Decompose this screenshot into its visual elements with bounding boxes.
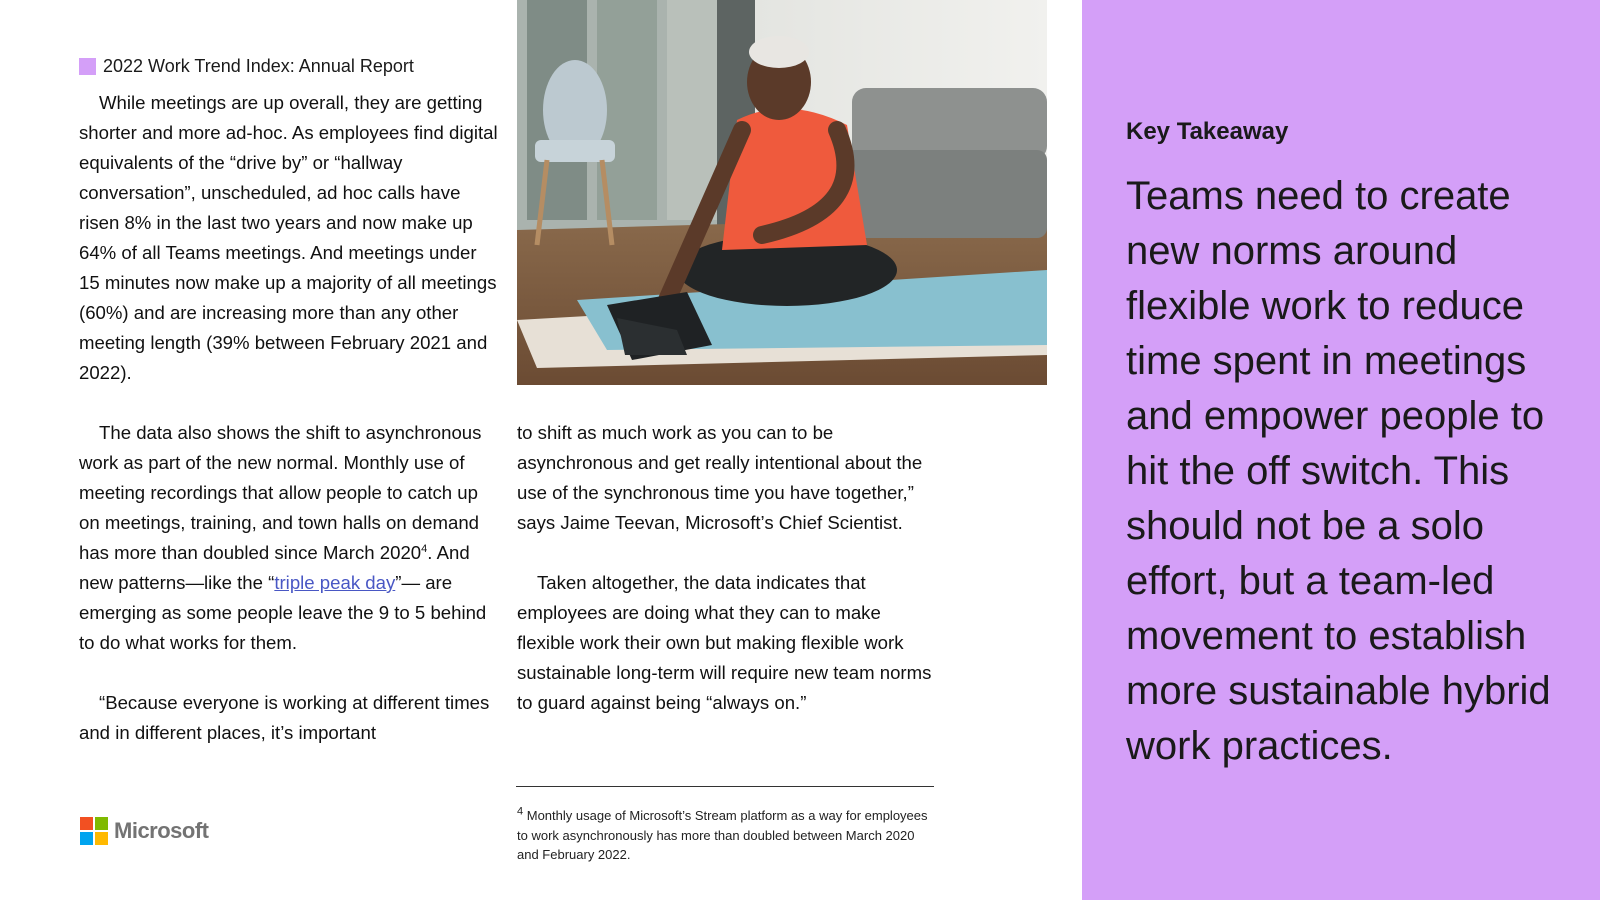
logo-square-yellow — [95, 832, 108, 845]
logo-square-red — [80, 817, 93, 830]
async-text-part3: ”— are emerging as some people leave the 9 to 5 behind to do what works for them. — [79, 572, 487, 653]
footnote — [517, 806, 937, 865]
photo-illustration — [517, 0, 1047, 385]
footnote-divider — [516, 786, 934, 787]
paragraph-async-shift — [79, 418, 499, 658]
header-accent-square — [79, 58, 96, 75]
triple-peak-day-link[interactable]: triple peak day — [274, 572, 396, 593]
async-text-part2: . And new patterns—like the “ — [79, 542, 470, 593]
paragraph-quote-end: to shift as much work as you can to be asynchronous and get really intentional about the use of the synchronous time you have together,” says Jaime Teevan, Microsoft’s Chief Scientist. — [517, 422, 923, 533]
woman-yoga-tablet-photo — [517, 0, 1047, 385]
microsoft-logo — [80, 817, 209, 845]
microsoft-logo-icon — [80, 817, 108, 845]
left-column — [79, 88, 499, 748]
microsoft-wordmark: Microsoft — [114, 818, 209, 843]
async-text-part1: The data also shows the shift to asynchronous work as part of the new normal. Monthly use of meeting recordings that allow people to catch up on meetings, training, and town halls on demand has more than doubled since March 2020 — [79, 422, 482, 563]
key-takeaway-panel — [1082, 0, 1600, 900]
paragraph-meetings: While meetings are up overall, they are getting shorter and more ad-hoc. As employees find digital equivalents of the “drive by” or “hallway conversation”, unscheduled, ad hoc calls have risen 8% in the last two years and now make up 64% of all Teams meetings. And meetings under 15 minutes now make up a majority of all meetings (60%) and are increasing more than any other meeting length (39% between February 2021 and 2022). — [79, 92, 498, 383]
middle-column — [517, 418, 937, 718]
key-takeaway-heading: Key Takeaway — [1126, 118, 1289, 145]
report-header — [79, 56, 414, 77]
paragraph-conclusion: Taken altogether, the data indicates that employees are doing what they can to make flexible work their own but making flexible work sustainable long-term will require new team norms to guard against being “always on.” — [517, 572, 932, 713]
logo-square-green — [95, 817, 108, 830]
report-title: 2022 Work Trend Index: Annual Report — [103, 56, 414, 76]
footnote-ref: 4 — [421, 542, 428, 555]
key-takeaway-text: Teams need to create new norms around flexible work to reduce time spent in meetings and empower people to hit the off switch. This should not be a solo effort, but a team-led movement to establish more sustainable hybrid work practices. — [1126, 174, 1551, 768]
footnote-text: Monthly usage of Microsoft’s Stream platform as a way for employees to work asynchronously has more than doubled between March 2020 and February 2022. — [517, 808, 928, 862]
footnote-marker: 4 — [517, 805, 524, 818]
paragraph-quote-start: “Because everyone is working at different times and in different places, it’s important — [79, 692, 490, 743]
logo-square-blue — [80, 832, 93, 845]
